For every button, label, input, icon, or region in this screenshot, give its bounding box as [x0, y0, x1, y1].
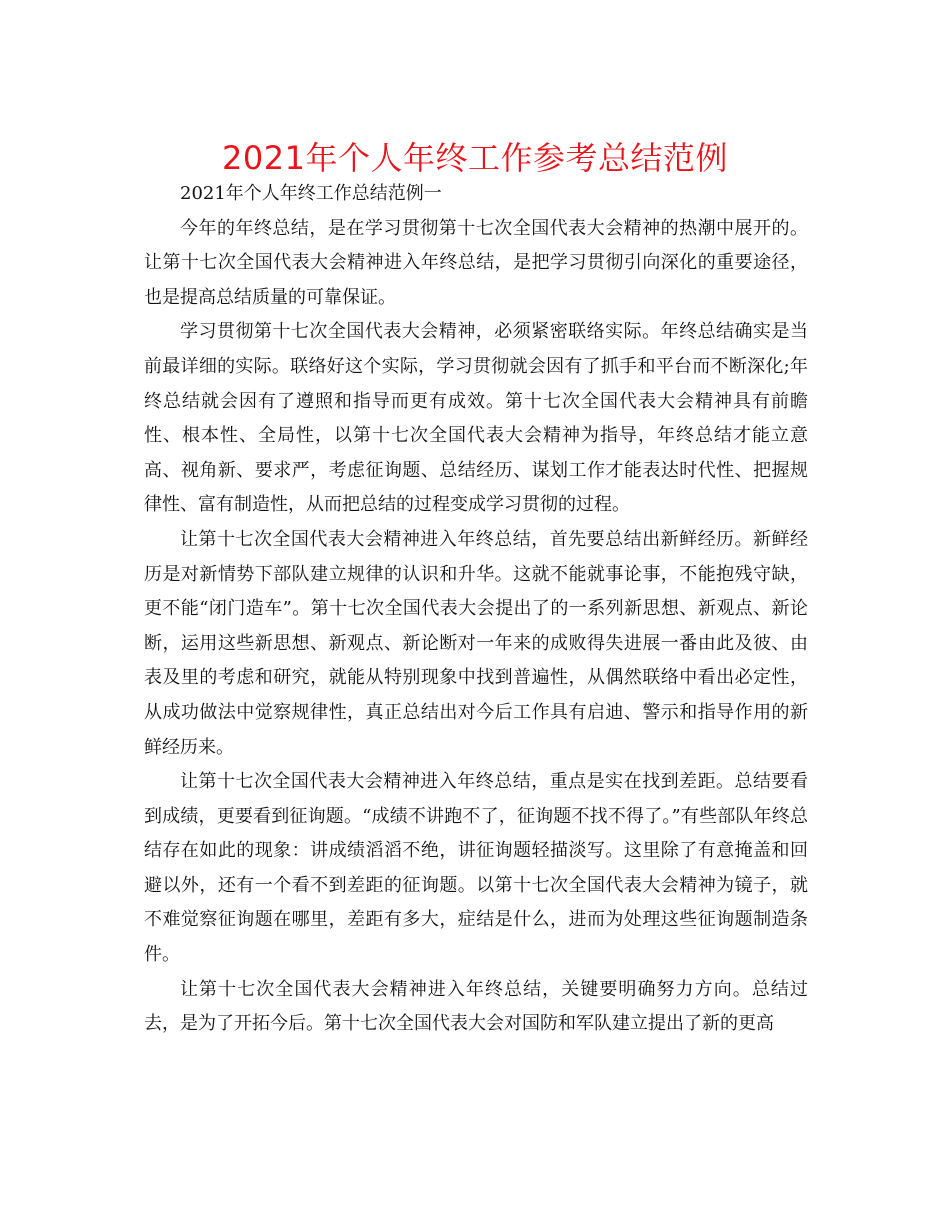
paragraph: 让第十七次全国代表大会精神进入年终总结，首先要总结出新鲜经历。新鲜经历是对新情势下部队建立规律的认识和升华。这就不能就事论事，不能抱残守缺，更不能“闭门造车”。第十七次全国代表大会提出了的一系列新思想、新观点、新论断，运用这些新思想、新观点、新论断对一年来的成败得失进展一番由此及彼、由表及里的考虑和研究，就能从特别现象中找到普遍性，从偶然联络中看出必定性，从成功做法中觉察规律性，真正总结出对今后工作具有启迪、警示和指导作用的新鲜经历来。 [144, 528, 808, 758]
paragraph: 学习贯彻第十七次全国代表大会精神，必须紧密联络实际。年终总结确实是当前最详细的实际。联络好这个实际，学习贯彻就会因有了抓手和平台而不断深化;年终总结就会因有了遵照和指导而更有成效。第十七次全国代表大会精神具有前瞻性、根本性、全局性，以第十七次全国代表大会精神为指导，年终总结才能立意高、视角新、要求严，考虑征询题、总结经历、谋划工作才能表达时代性、把握规律性、富有制造性，从而把总结的过程变成学习贯彻的过程。 [144, 321, 808, 516]
document-body [144, 177, 808, 1042]
paragraph: 让第十七次全国代表大会精神进入年终总结，重点是实在找到差距。总结要看到成绩，更要看到征询题。“成绩不讲跑不了，征询题不找不得了。”有些部队年终总结存在如此的现象：讲成绩滔滔不绝，讲征询题轻描淡写。这里除了有意掩盖和回避以外，还有一个看不到差距的征询题。以第十七次全国代表大会精神为镜子，就不难觉察征询题在哪里，差距有多大，症结是什么，进而为处理这些征询题制造条件。 [144, 771, 808, 966]
paragraph: 让第十七次全国代表大会精神进入年终总结，关键要明确努力方向。总结过去，是为了开拓今后。第十七次全国代表大会对国防和军队建立提出了新的更高 [144, 978, 808, 1035]
paragraph: 今年的年终总结，是在学习贯彻第十七次全国代表大会精神的热潮中展开的。让第十七次全国代表大会精神进入年终总结，是把学习贯彻引向深化的重要途径，也是提高总结质量的可靠保证。 [144, 217, 808, 308]
document-subheading: 2021年个人年终工作总结范例一 [180, 183, 442, 204]
document-title: 2021年个人年终工作参考总结范例 [222, 139, 728, 177]
